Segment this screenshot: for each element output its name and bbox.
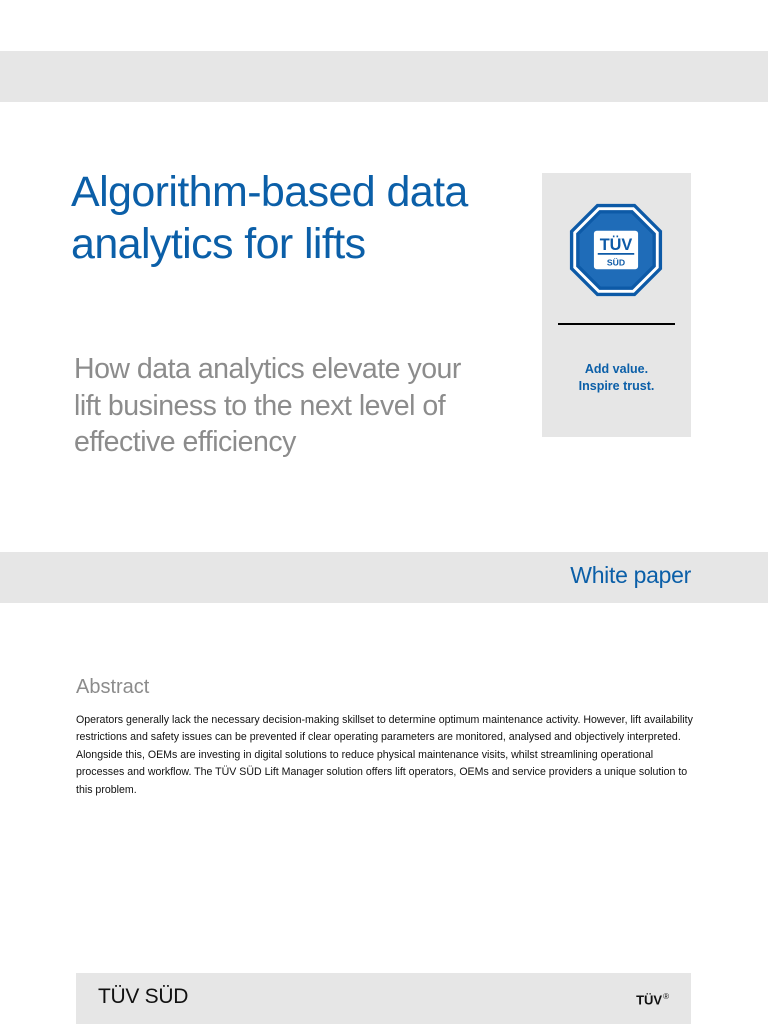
brand-tagline	[542, 361, 691, 395]
seal-text-bottom: SÜD	[606, 257, 626, 268]
title-line-1: Algorithm-based data	[71, 168, 468, 216]
seal-text-top: TÜV	[599, 236, 633, 254]
footer-mark-text: TÜV	[636, 992, 663, 1008]
panel-divider	[558, 323, 675, 325]
title-line-2: analytics for lifts	[71, 220, 366, 268]
document-type-label: White paper	[570, 562, 691, 588]
footer-brand-name: TÜV SÜD	[98, 985, 189, 1008]
abstract-heading: Abstract	[76, 676, 150, 698]
footer-tuv-mark	[636, 989, 669, 1008]
header-band	[0, 51, 768, 102]
registered-mark: ®	[663, 992, 669, 1001]
tuv-sud-seal-logo	[568, 202, 664, 298]
tagline-line-2: Inspire trust.	[578, 379, 655, 393]
brand-panel	[542, 173, 691, 437]
document-title	[71, 166, 531, 270]
footer-bar	[76, 973, 691, 1024]
abstract-body: Operators generally lack the necessary decision-making skillset to determine optimum maintenance activity. However, lift availability restrictions and safety issues can be prevented if clear operating parameters are monitored, analysed and objectively interpreted. Alongside this, OEMs are investing in digital solutions to reduce physical maintenance visits, whilst streamlining operational processes and workflow. The TÜV SÜD Lift Manager solution offers lift operators, OEMs and service providers a unique solution to this problem.	[76, 714, 693, 796]
document-subtitle: How data analytics elevate your lift business to the next level of effective efficiency	[74, 353, 461, 458]
tagline-line-1: Add value.	[584, 362, 649, 376]
